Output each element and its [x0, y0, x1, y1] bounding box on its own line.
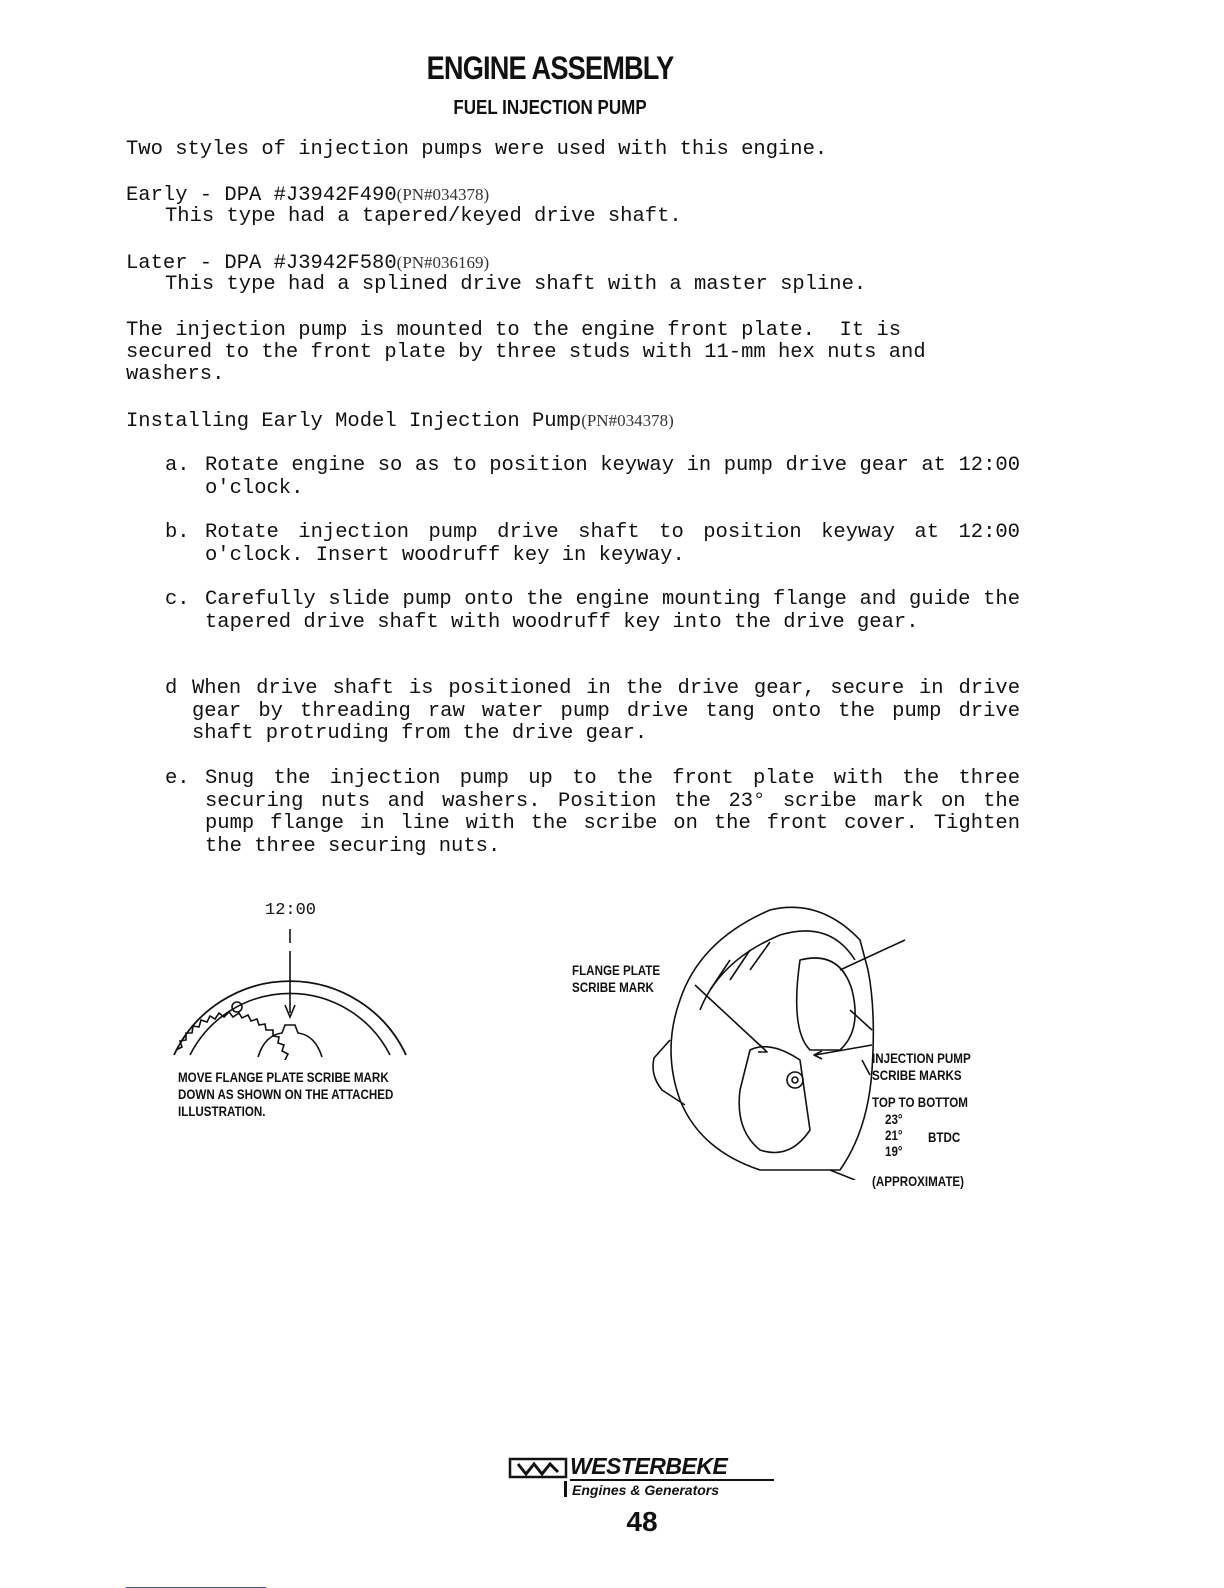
- degree-mark: 21°: [885, 1128, 903, 1143]
- clock-label: 12:00: [265, 901, 317, 920]
- step-text: Carefully slide pump onto the engine mounting flange and guide the tapered drive shaft with woodruff key into the drive gear.: [205, 588, 1020, 634]
- step-label: e.: [165, 767, 190, 790]
- pump-scribe-label: [872, 1050, 971, 1084]
- step-c: [165, 589, 1020, 634]
- section-subtitle: FUEL INJECTION PUMP: [453, 97, 647, 119]
- degree-mark: 23°: [885, 1112, 903, 1127]
- gear-caption-line: ILLUSTRATION.: [178, 1104, 266, 1119]
- step-label: b.: [165, 521, 190, 544]
- install-heading: [126, 410, 674, 434]
- step-label: d: [165, 677, 178, 700]
- pump-label-line: SCRIBE MARKS: [872, 1068, 962, 1083]
- step-text: Rotate engine so as to position keyway in pump drive gear at 12:00 o'clock.: [205, 454, 1020, 500]
- westerbeke-logo: [508, 1453, 773, 1497]
- flange-label-line: SCRIBE MARK: [572, 980, 654, 995]
- mounting-line-1: The injection pump is mounted to the engine front plate. It is: [126, 319, 902, 342]
- page-title: ENGINE ASSEMBLY: [426, 50, 674, 86]
- step-text: Snug the injection pump up to the front plate with the three securing nuts and washers. Position the 23° scribe mark on the pump flange in line with the scribe on the front cover. Tighten the three securing nuts.: [205, 767, 1020, 858]
- step-label: c.: [165, 588, 190, 611]
- step-b: [165, 522, 1020, 567]
- gear-caption-line: DOWN AS SHOWN ON THE ATTACHED: [178, 1087, 394, 1102]
- later-style-detail: This type had a splined drive shaft with a master spline.: [165, 273, 867, 296]
- page-number: 48: [626, 1506, 658, 1537]
- gear-caption: [178, 1069, 393, 1120]
- brand-divider: [564, 1481, 567, 1497]
- gear-caption-line: MOVE FLANGE PLATE SCRIBE MARK: [178, 1070, 389, 1085]
- injection-pump-illustration: [640, 900, 910, 1180]
- later-part-number: (PN#036169): [396, 253, 490, 272]
- westerbeke-logo-icon: [508, 1455, 572, 1481]
- mounting-line-3: washers.: [126, 363, 225, 386]
- step-text: When drive shaft is positioned in the drive gear, secure in drive gear by threading raw water pump drive tang onto the pump drive shaft protruding from the drive gear.: [192, 677, 1020, 745]
- install-heading-text: Installing Early Model Injection Pump: [126, 410, 582, 433]
- early-style-detail: This type had a tapered/keyed drive shaft.: [165, 205, 682, 228]
- step-a: [165, 455, 1020, 500]
- later-style-line: Later - DPA #J3942F580: [126, 252, 397, 275]
- mounting-line-2: secured to the front plate by three studs with 11-mm hex nuts and: [126, 341, 926, 364]
- flange-label-line: FLANGE PLATE: [572, 963, 661, 978]
- pump-label-line: INJECTION PUMP: [872, 1051, 971, 1066]
- order-label: TOP TO BOTTOM: [872, 1095, 968, 1110]
- brand-name: WESTERBEKE: [570, 1453, 728, 1479]
- drive-gear-illustration: [170, 925, 420, 1060]
- scribe-degrees: [885, 1112, 903, 1160]
- early-part-number: (PN#034378): [396, 185, 490, 204]
- step-d: [165, 678, 1020, 746]
- degree-mark: 19°: [885, 1144, 903, 1159]
- brand-underline: [570, 1479, 774, 1481]
- install-part-number: (PN#034378): [581, 411, 674, 430]
- approximate-label: (APPROXIMATE): [872, 1174, 965, 1189]
- step-label: a.: [165, 454, 190, 477]
- early-style: [126, 184, 489, 208]
- step-e: [165, 768, 1020, 858]
- btdc-label: BTDC: [928, 1130, 961, 1145]
- later-style: [126, 252, 489, 276]
- early-style-line: Early - DPA #J3942F490: [126, 184, 397, 207]
- brand-tagline: Engines & Generators: [572, 1482, 720, 1498]
- step-text: Rotate injection pump drive shaft to position keyway at 12:00 o'clock. Insert woodruff key in keyway.: [205, 521, 1020, 567]
- intro-text: Two styles of injection pumps were used with this engine.: [126, 138, 828, 161]
